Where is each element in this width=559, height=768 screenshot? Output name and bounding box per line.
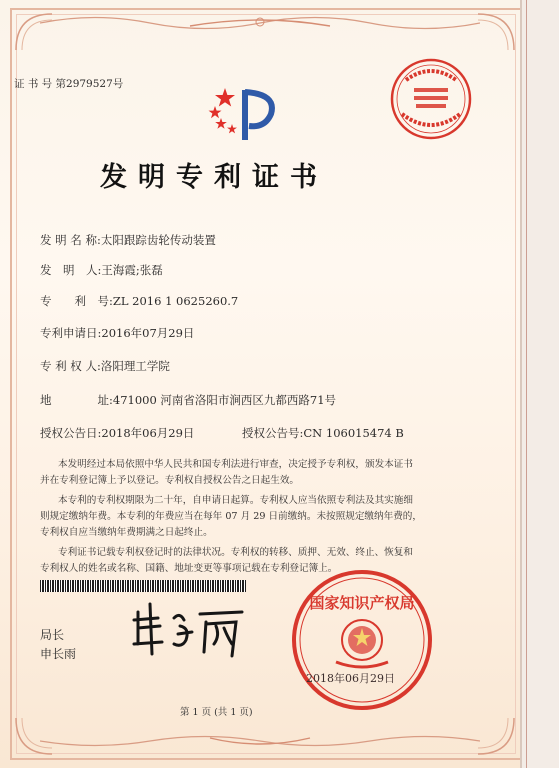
bottom-ornament (40, 732, 480, 750)
field-patent-number (40, 293, 238, 309)
field-invention-name (40, 232, 216, 248)
field-value: 2016年07月29日 (101, 326, 195, 340)
paragraph-line: 本专利的专利权期限为二十年，自申请日起算。专利权人应当依照专利法及其实施细 (58, 495, 413, 506)
paragraph-line: 专利证书记载专利权登记时的法律状况。专利权的转移、质押、无效、终止、恢复和 (58, 547, 413, 558)
handwritten-signature (128, 600, 248, 670)
seal-date: 2018年06月29日 (306, 672, 395, 685)
paragraph-line: 本发明经过本局依照中华人民共和国专利法进行审查，决定授予专利权，颁发本证书 (58, 459, 413, 470)
corner-ornament-bottom-right (472, 712, 518, 758)
official-seal (290, 568, 434, 712)
barcode (40, 580, 246, 592)
field-value: 471000 河南省洛阳市涧西区九都西路71号 (112, 393, 337, 407)
director-name: 申长雨 (40, 647, 77, 661)
paragraph-line: 专利权人的姓名或名称、国籍、地址变更等事项记载在专利登记簿上。 (40, 563, 338, 574)
corner-ornament-top-right (472, 10, 518, 56)
field-label: 专 利 权 人: (40, 359, 101, 373)
field-label: 发 明 名 称: (40, 233, 101, 247)
local-ip-office-stamp (386, 54, 476, 144)
field-address (40, 392, 336, 408)
field-value: CN 106015474 B (303, 426, 404, 440)
field-label: 发 明 人: (40, 263, 102, 277)
page-footer: 第 1 页 (共 1 页) (180, 707, 253, 718)
field-label: 授权公告号: (242, 426, 304, 440)
certificate-number: 证 书 号 第2979527号 (14, 78, 124, 90)
field-filing-date (40, 325, 194, 341)
field-patentee (40, 358, 170, 374)
field-label: 专 利 号: (40, 294, 113, 308)
field-label: 授权公告日: (40, 426, 102, 440)
field-value: 王海霞;张磊 (101, 263, 163, 277)
field-value: ZL 2016 1 0625260.7 (112, 294, 239, 308)
page-edge-line (526, 0, 527, 768)
paragraph-line: 并在专利登记簿上予以登记。专利权自授权公告之日起生效。 (40, 475, 300, 486)
paragraph-line: 专利权自应当缴纳年费期满之日起终止。 (40, 527, 213, 538)
top-ornament (40, 14, 480, 32)
corner-ornament-top-left (12, 10, 58, 56)
field-grant-date (40, 425, 194, 441)
patent-office-logo (205, 84, 285, 146)
field-value: 2018年06月29日 (101, 426, 195, 440)
director-title: 局长 (40, 628, 65, 642)
field-value: 太阳跟踪齿轮传动装置 (100, 233, 216, 247)
field-label: 专利申请日: (40, 326, 102, 340)
corner-ornament-bottom-left (12, 712, 58, 758)
field-inventor (40, 262, 163, 278)
field-value: 洛阳理工学院 (100, 359, 170, 373)
field-label: 地 址: (40, 393, 113, 407)
paragraph-line: 则规定缴纳年费。本专利的年费应当在每年 07 月 29 日前缴纳。未按照规定缴纳年费的， (40, 511, 422, 522)
field-grant-number (242, 425, 404, 441)
seal-top-text: 国家知识产权局 (309, 594, 415, 612)
certificate-title: 发明专利证书 (100, 162, 328, 193)
